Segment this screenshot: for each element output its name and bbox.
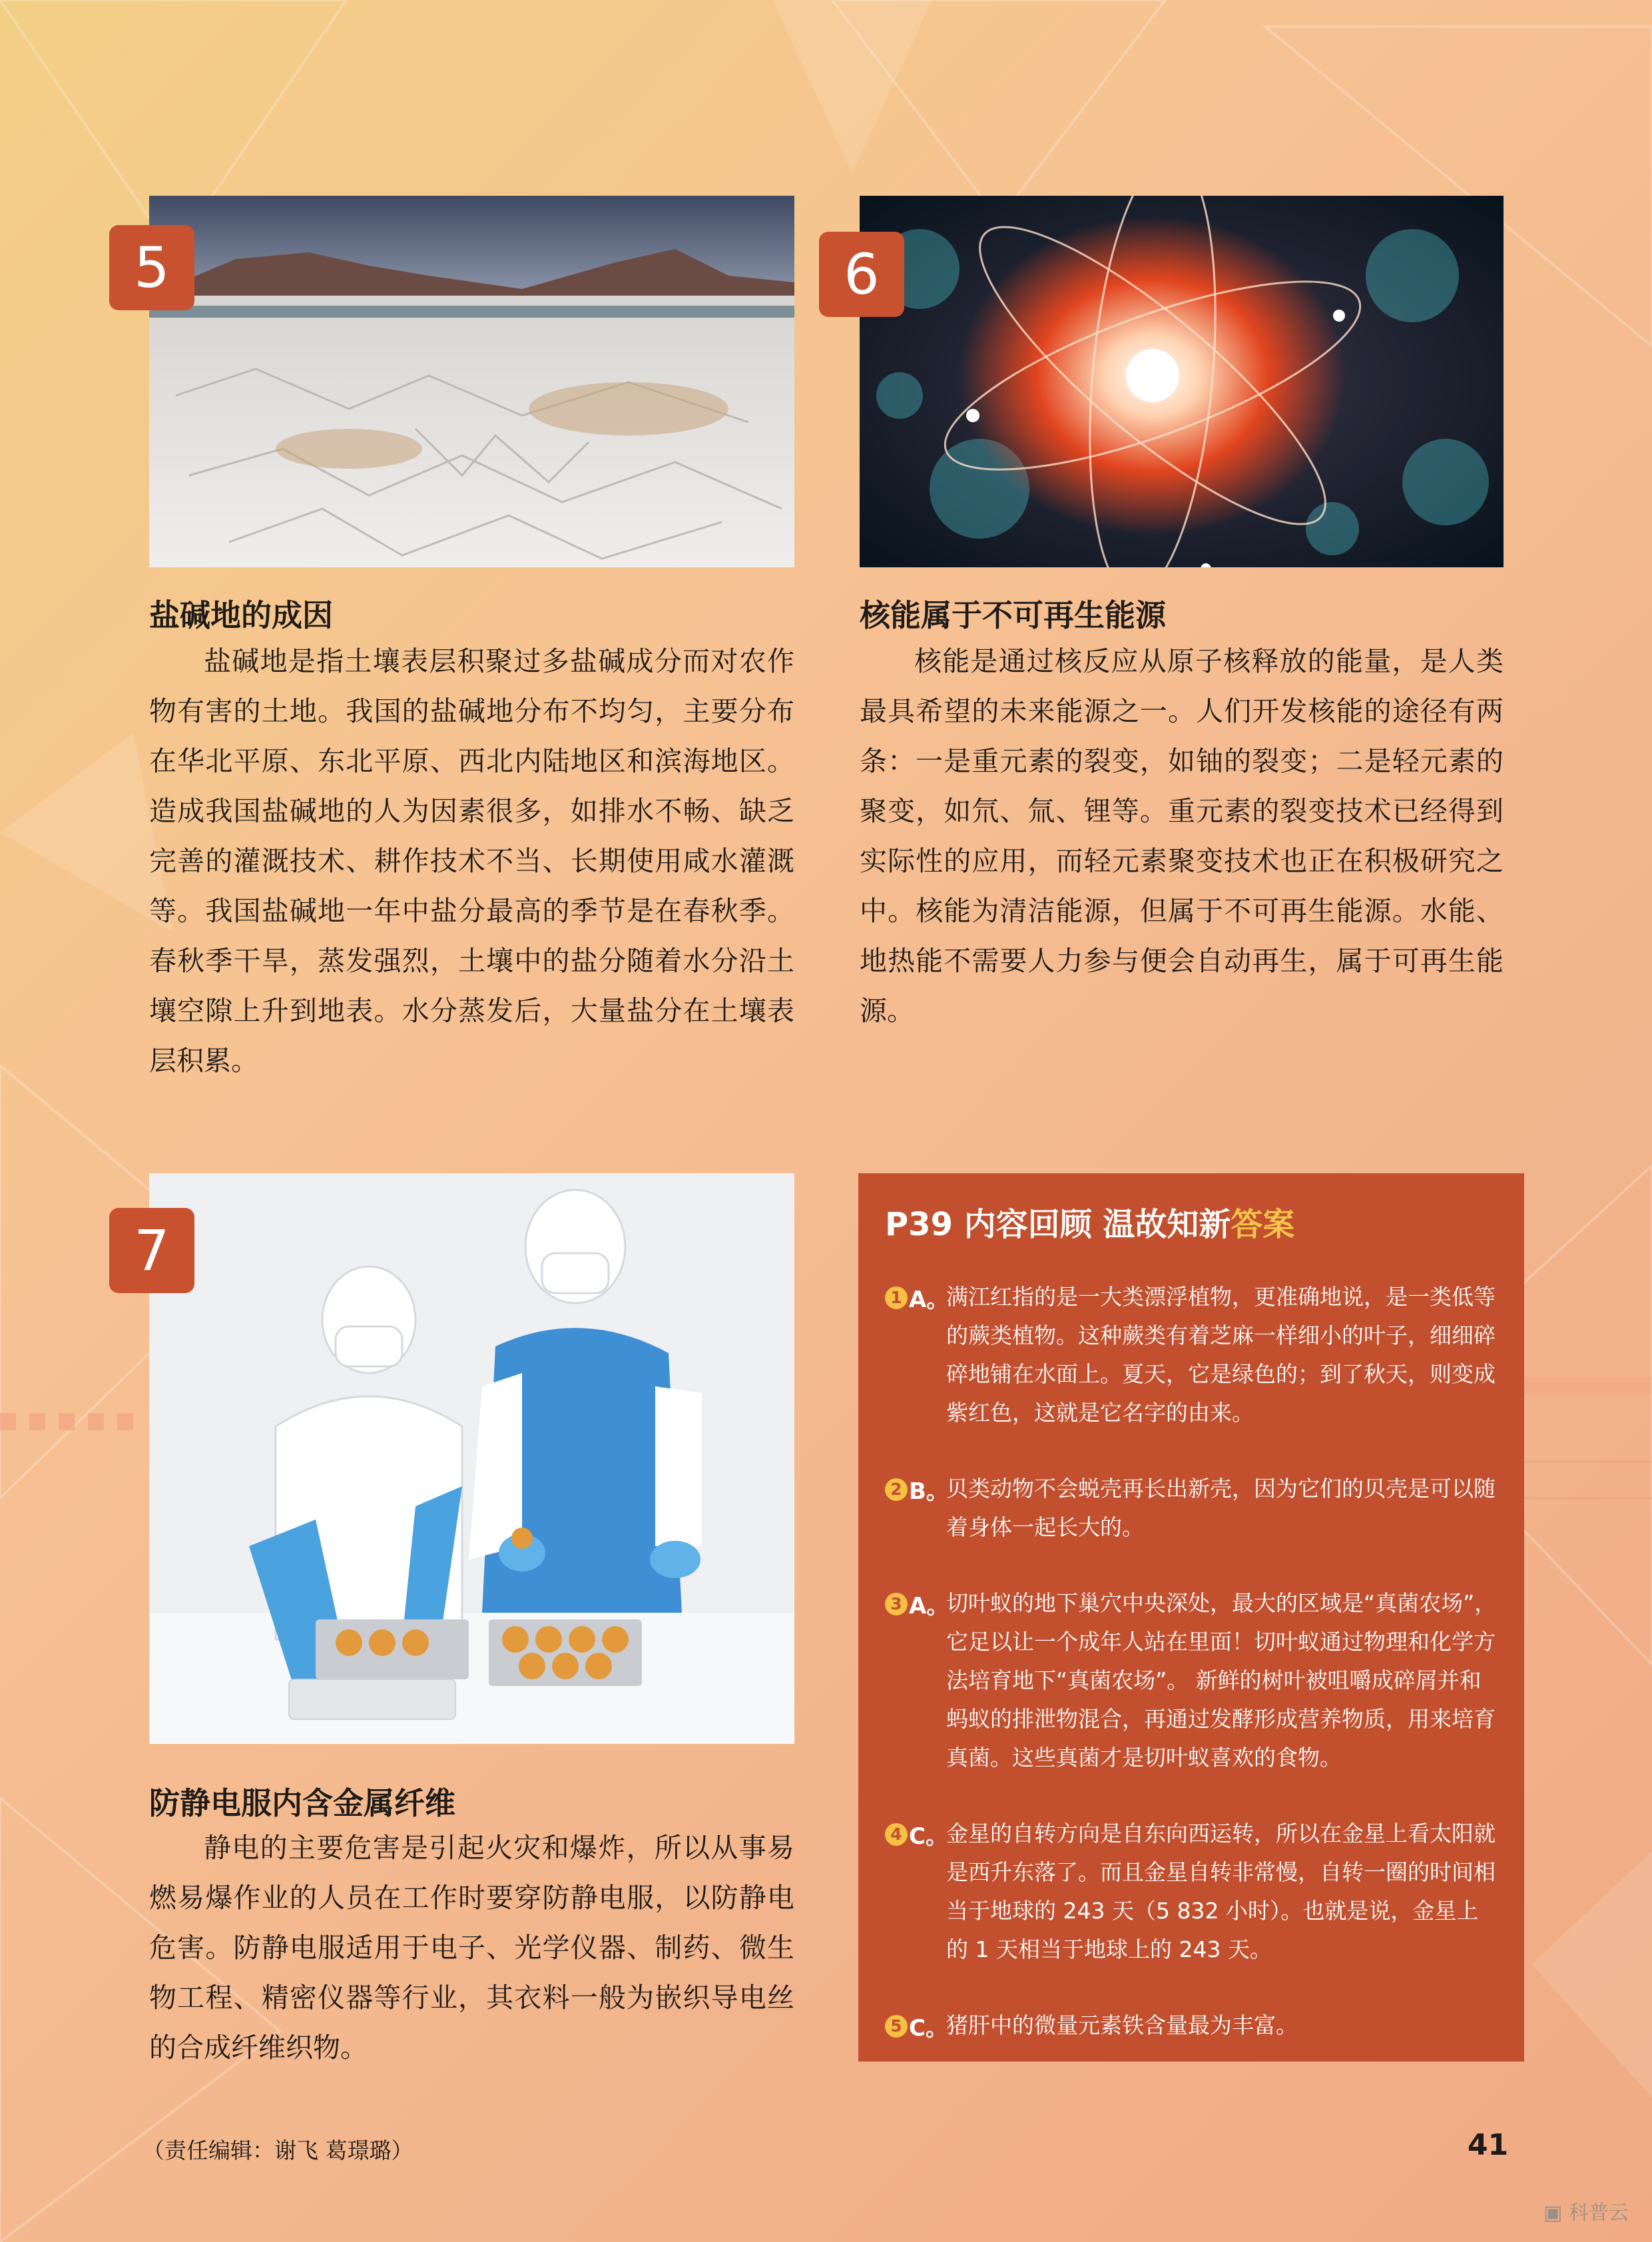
saline-land-illustration — [149, 196, 794, 567]
answer-item — [885, 1470, 1498, 1547]
answer-text: 猪肝中的微量元素铁含量最为丰富。 — [946, 2012, 1298, 2038]
workers-illustration — [149, 1173, 794, 1744]
answer-number — [885, 2010, 948, 2042]
section-7-body: 静电的主要危害是引起火灾和爆炸，所以从事易燃易爆作业的人员在工作时要穿防静电服，以防静电危害。防静电服适用于电子、光学仪器、制药、微生物工程、精密仪器等行业，其衣料一般为嵌织导电丝的合成纤维织物。 — [149, 1832, 794, 2064]
section-7-badge: 7 — [109, 1208, 194, 1293]
nuclear-energy-photo — [860, 196, 1504, 567]
answer-number — [885, 1818, 948, 1850]
responsible-editor-credit: （责任编辑：谢飞 葛璟璐） — [142, 2137, 413, 2163]
answer-number — [885, 1587, 949, 1620]
answer-text: 切叶蚁的地下巢穴中央深处，最大的区域是“真菌农场”，它足以让一个成年人站在里面！切叶蚁通过物理和化学方法培育地下“真菌农场”。 新鲜的树叶被咀嚼成碎屑并和蚂蚁的排泄物混合，再通过发酵形成营养物质，用来培育真菌。这些真菌才是切叶蚁喜欢的食物。 — [946, 1590, 1497, 1771]
answer-item — [885, 2006, 1498, 2045]
answer-number — [885, 1473, 949, 1506]
answer-number-circle: 2 — [885, 1478, 908, 1501]
answer-number-circle: 1 — [885, 1286, 908, 1309]
atom-illustration — [860, 196, 1504, 567]
page-number: 41 — [1468, 2128, 1509, 2162]
section-5-badge: 5 — [109, 225, 194, 310]
answer-text: 金星的自转方向是自东向西运转，所以在金星上看太阳就是西升东落了。而且金星自转非常慢，自转一圈的时间相当于地球的 243 天（5 832 小时）。也就是说，金星上的 1 天相当于地球上的 243 天。 — [946, 1821, 1496, 1962]
answer-number-circle: 3 — [885, 1593, 908, 1615]
answer-review-box — [858, 1173, 1524, 2062]
answer-letter: A。 — [909, 1593, 950, 1619]
answer-item — [885, 1815, 1498, 1969]
anti-static-clothing-photo — [149, 1173, 794, 1744]
section-6-badge: 6 — [819, 232, 904, 317]
section-7-title: 防静电服内含金属纤维 — [149, 1785, 455, 1821]
watermark-icon: ▣ — [1543, 2201, 1569, 2225]
section-5-body: 盐碱地是指土壤表层积聚过多盐碱成分而对农作物有害的土地。我国的盐碱地分布不均匀，主要分布在华北平原、东北平原、西北内陆地区和滨海地区。造成我国盐碱地的人为因素很多，如排水不畅、缺乏完善的灌溉技术、耕作技术不当、长期使用咸水灌溉等。我国盐碱地一年中盐分最高的季节是在春秋季。春秋季干旱，蒸发强烈，土壤中的盐分随着水分沿土壤空隙上升到地表。水分蒸发后，大量盐分在土壤表层积累。 — [149, 645, 794, 1077]
saline-land-photo — [149, 196, 794, 567]
answer-text: 满江红指的是一大类漂浮植物，更准确地说，是一类低等的蕨类植物。这种蕨类有着芝麻一样细小的叶子，细细碎碎地铺在水面上。夏天，它是绿色的；到了秋天，则变成紫红色，这就是它名字的由来。 — [946, 1284, 1496, 1426]
section-6-body: 核能是通过核反应从原子核释放的能量，是人类最具希望的未来能源之一。人们开发核能的途径有两条：一是重元素的裂变，如铀的裂变；二是轻元素的聚变，如氘、氚、锂等。重元素的裂变技术已经得到实际性的应用，而轻元素聚变技术也正在积极研究之中。核能为清洁能源，但属于不可再生能源。水能、地热能不需要人力参与便会自动再生，属于可再生能源。 — [860, 645, 1504, 1027]
section-5-title: 盐碱地的成因 — [149, 597, 333, 633]
answer-text: 贝类动物不会蜕壳再长出新壳，因为它们的贝壳是可以随着身体一起长大的。 — [946, 1476, 1496, 1540]
answer-letter: C。 — [909, 2015, 948, 2042]
answer-number-circle: 5 — [885, 2015, 908, 2038]
section-6-title: 核能属于不可再生能源 — [860, 597, 1166, 633]
answer-item — [885, 1278, 1498, 1432]
answer-heading-prefix: P39 内容回顾 温故知新 — [885, 1206, 1231, 1243]
answer-letter: B。 — [909, 1478, 949, 1505]
watermark — [1543, 2196, 1629, 2225]
watermark-text: 科普云 — [1568, 2201, 1629, 2225]
answer-box-heading — [885, 1199, 1498, 1245]
answer-item — [885, 1584, 1498, 1777]
answer-number — [885, 1281, 949, 1314]
answer-letter: A。 — [909, 1286, 950, 1313]
answer-heading-highlight: 答案 — [1231, 1206, 1295, 1243]
answer-letter: C。 — [909, 1823, 948, 1850]
answer-number-circle: 4 — [885, 1823, 908, 1846]
